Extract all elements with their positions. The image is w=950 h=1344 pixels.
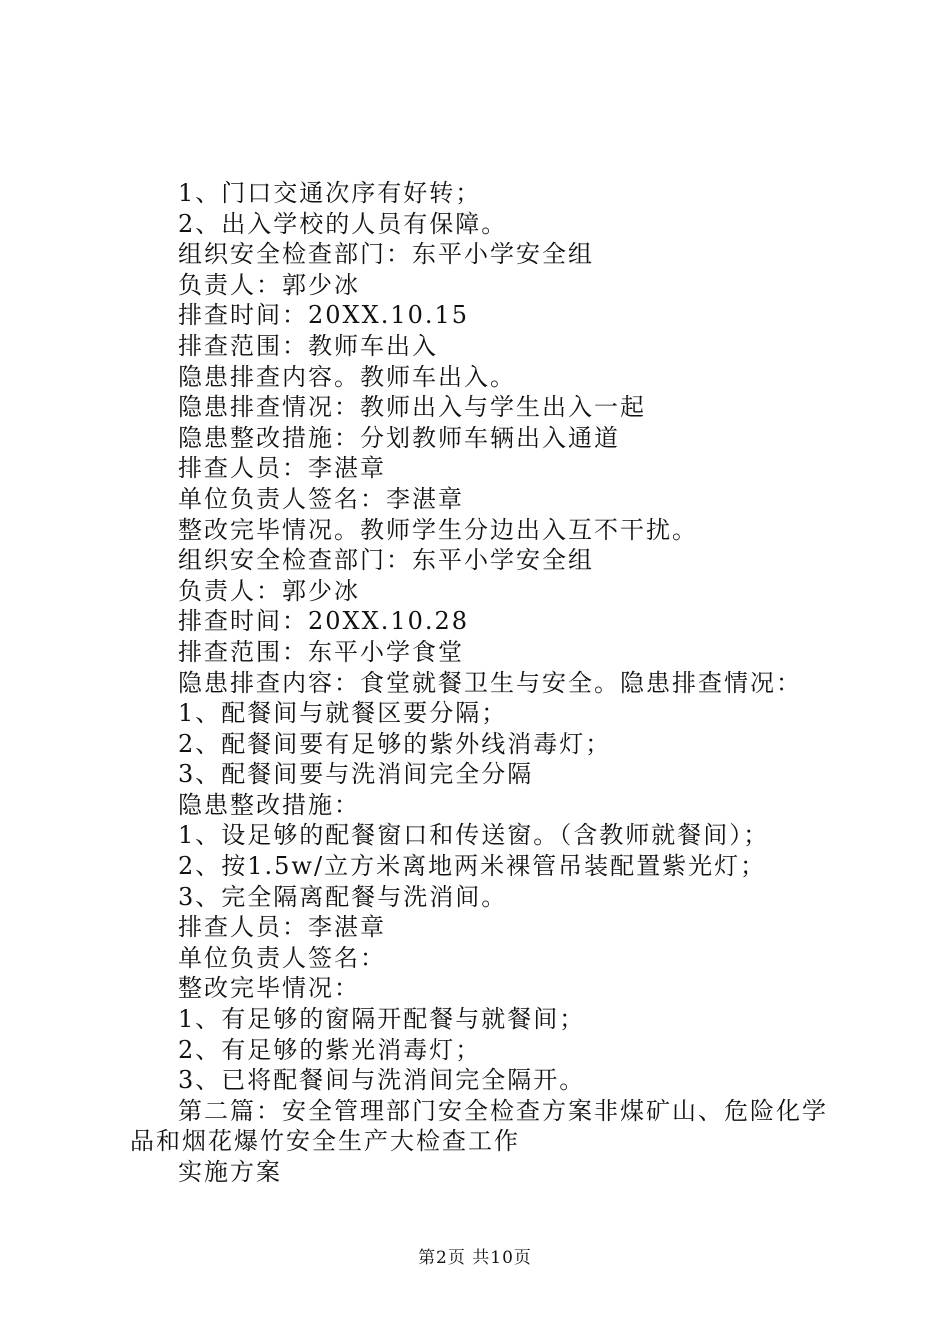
text-line: 排查人员：李湛章: [178, 913, 386, 942]
text-line: 2、有足够的紫光消毒灯；: [178, 1035, 482, 1064]
text-line: 负责人：郭少冰: [178, 576, 360, 605]
text-line: 隐患整改措施：分划教师车辆出入通道: [178, 423, 620, 452]
text-line: 隐患整改措施：: [178, 790, 360, 819]
text-line: 2、按1.5w/立方米离地两米裸管吊装配置紫光灯；: [178, 852, 767, 881]
text-line: 整改完毕情况。教师学生分边出入互不干扰。: [178, 515, 698, 544]
text-line: 1、设足够的配餐窗口和传送窗。（含教师就餐间）；: [178, 821, 770, 850]
text-line: 组织安全检查部门：东平小学安全组: [178, 546, 594, 575]
text-line: 组织安全检查部门：东平小学安全组: [178, 240, 594, 269]
text-line: 排查时间：20XX.10.15: [178, 301, 470, 330]
text-line: 隐患排查内容：食堂就餐卫生与安全。隐患排查情况：: [178, 668, 802, 697]
text-line: 排查范围：教师车出入: [178, 331, 438, 360]
document-body: [130, 178, 850, 1188]
section-heading: 第二篇：安全管理部门安全检查方案非煤矿山、危险化学品和烟花爆竹安全生产大检查工作: [130, 1096, 828, 1156]
text-line: 1、门口交通次序有好转；: [178, 179, 482, 207]
text-line: 单位负责人签名：李湛章: [178, 484, 464, 513]
text-line: 2、配餐间要有足够的紫外线消毒灯；: [178, 729, 612, 758]
text-line: 3、完全隔离配餐与洗消间。: [178, 882, 508, 911]
text-line: 单位负责人签名：: [178, 943, 386, 972]
text-line: 排查人员：李湛章: [178, 454, 386, 483]
text-line: 整改完毕情况：: [178, 974, 360, 1003]
text-line: 负责人：郭少冰: [178, 270, 360, 299]
text-line: 1、有足够的窗隔开配餐与就餐间；: [178, 1005, 586, 1034]
page-footer: 第2页 共10页: [418, 1248, 532, 1268]
text-line: 隐患排查内容。教师车出入。: [178, 362, 516, 391]
section-heading-continuation: 实施方案: [178, 1158, 282, 1186]
text-line: 排查时间：20XX.10.28: [178, 607, 470, 636]
text-line: 排查范围：东平小学食堂: [178, 637, 464, 666]
text-line: 1、配餐间与就餐区要分隔；: [178, 699, 508, 728]
text-line: 3、配餐间要与洗消间完全分隔: [178, 760, 534, 789]
text-line: 3、已将配餐间与洗消间完全隔开。: [178, 1066, 586, 1095]
text-line: 隐患排查情况：教师出入与学生出入一起: [178, 393, 646, 422]
text-line: 2、出入学校的人员有保障。: [178, 209, 508, 238]
